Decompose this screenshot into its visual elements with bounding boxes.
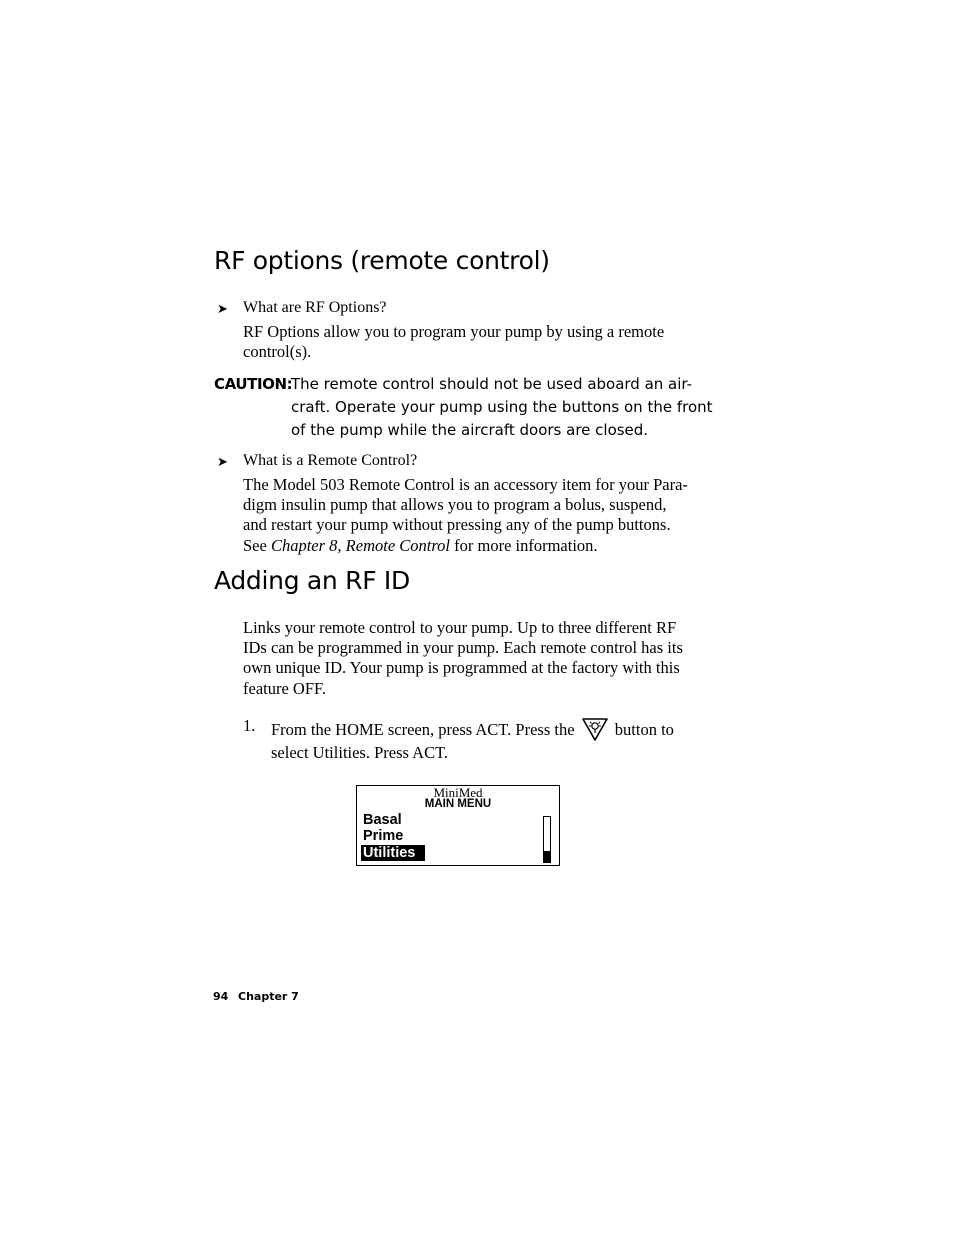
menu-item-basal: Basal xyxy=(363,812,402,828)
pump-scrollbar xyxy=(543,816,551,863)
down-arrow-button-icon xyxy=(581,716,609,742)
menu-item-utilities-selected: Utilities xyxy=(361,845,425,861)
answer-remote-control: The Model 503 Remote Control is an accessory item for your Para- digm insulin pump that allows you to program a bolus, suspend, and restart your pump without pressing any of the pump buttons. See Chapter 8, Remote Control for more information. xyxy=(243,475,688,555)
chapter-label: Chapter 7 xyxy=(238,990,299,1003)
pump-menu-title: MAIN MENU xyxy=(424,798,492,810)
pump-brand: MiniMed xyxy=(433,785,483,800)
menu-item-prime: Prime xyxy=(363,828,404,844)
caution-text: The remote control should not be used aboard an air- craft. Operate your pump using the buttons on the front of the pump while the aircraft doors are closed. xyxy=(291,375,713,439)
scrollbar-thumb xyxy=(544,851,550,862)
pump-screen xyxy=(356,785,560,866)
section-title-rf-options: RF options (remote control) xyxy=(214,246,550,275)
question-what-are-rf-options: ➤ What are RF Options? xyxy=(217,298,387,318)
adding-rf-id-intro: Links your remote control to your pump. Up to three different RF IDs can be programmed in your pump. Each remote control has its own unique ID. Your pump is programmed at the factory with this feature OFF. xyxy=(243,618,683,698)
step-number: 1. xyxy=(243,716,256,735)
chapter-reference: Chapter 8, Remote Control xyxy=(270,535,450,555)
answer-rf-options: RF Options allow you to program your pump by using a remote control(s). xyxy=(243,322,665,362)
bullet-arrow-icon: ➤ xyxy=(217,301,228,316)
section-title-adding-rf-id: Adding an RF ID xyxy=(214,566,410,595)
step-1-line2: select Utilities. Press ACT. xyxy=(271,743,449,762)
caution-label: CAUTION: xyxy=(214,375,293,393)
question-what-is-remote-control: ➤ What is a Remote Control? xyxy=(217,451,417,471)
step-1: From the HOME screen, press ACT. Press the button to xyxy=(271,716,674,742)
bullet-arrow-icon: ➤ xyxy=(217,454,228,469)
page-number: 94 xyxy=(213,990,229,1003)
answer-last-line: See Chapter 8, Remote Control for more information. xyxy=(243,535,598,555)
